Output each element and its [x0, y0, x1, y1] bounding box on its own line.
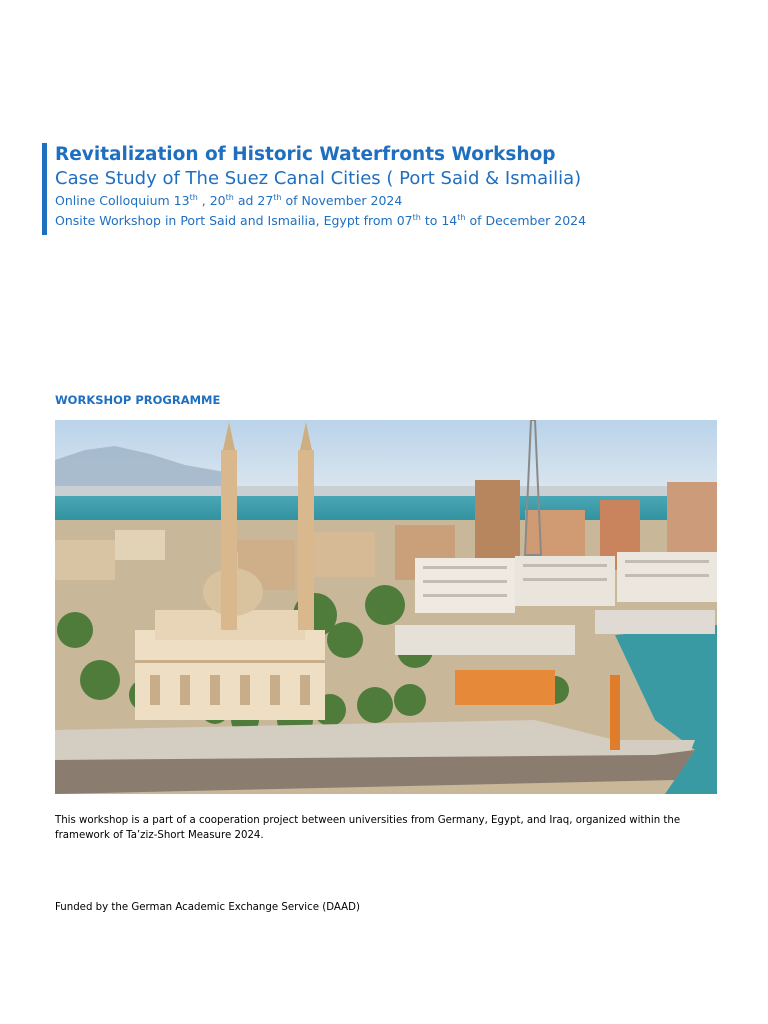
document-subtitle: Case Study of The Suez Canal Cities ( Port Said & Ismailia) [55, 168, 582, 189]
section-heading: WORKSHOP PROGRAMME [55, 393, 221, 407]
city-waterfront-photo [55, 420, 717, 794]
document-title: Revitalization of Historic Waterfronts Workshop [55, 144, 556, 165]
header-block [42, 143, 732, 235]
colloquium-dates: Online Colloquium 13th , 20th ad 27th of November 2024 [55, 192, 403, 208]
onsite-dates: Onsite Workshop in Port Said and Ismailia, Egypt from 07th to 14th of December 2024 [55, 212, 587, 228]
funding-note: Funded by the German Academic Exchange Service (DAAD) [55, 902, 360, 913]
cooperation-paragraph: This workshop is a part of a cooperation project between universities from Germany, Egypt, and Iraq, organized within the framework of Ta’ziz-Short Measure 2024. [55, 815, 681, 841]
